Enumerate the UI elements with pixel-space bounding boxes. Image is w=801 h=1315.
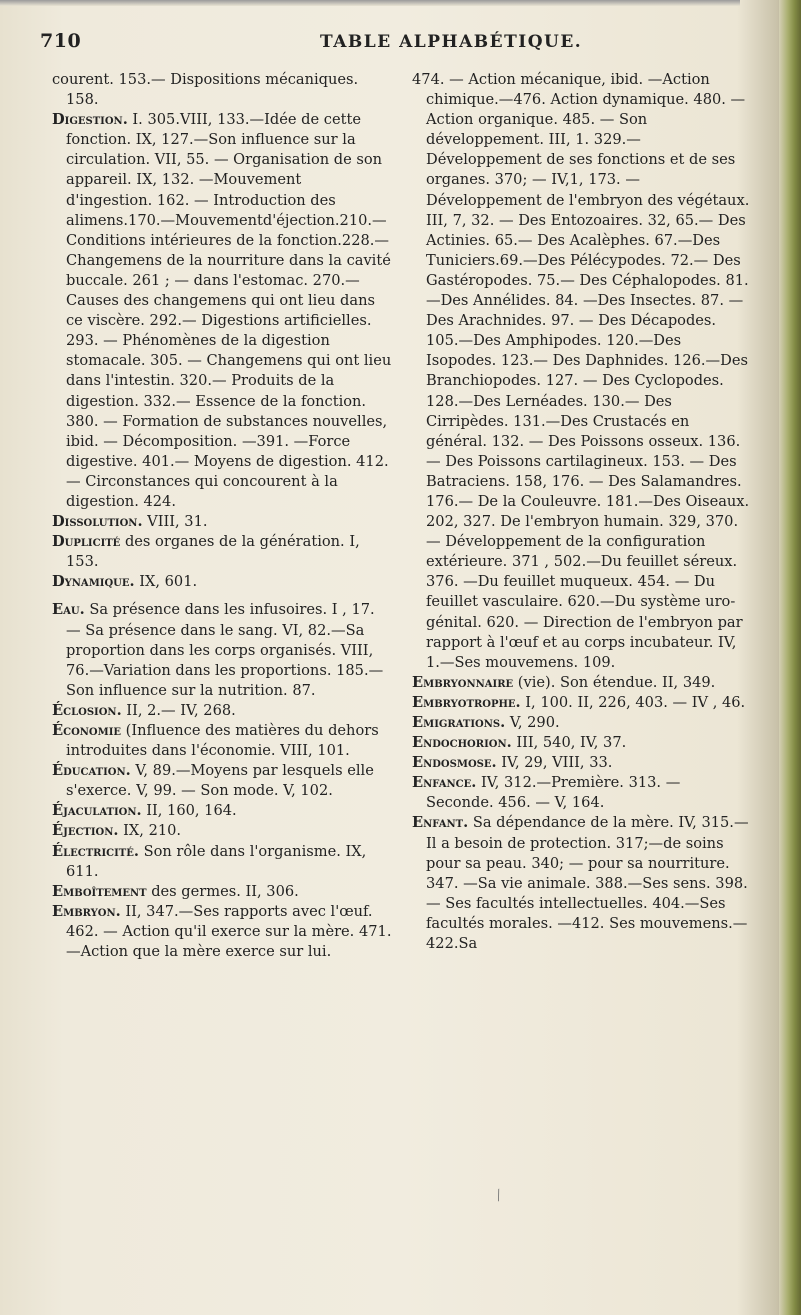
index-term: Économie (52, 722, 122, 739)
index-entry (52, 761, 392, 801)
index-references: des germes. II, 306. (146, 882, 299, 900)
index-term: Éjaculation. (52, 802, 142, 820)
index-entry (412, 673, 750, 693)
index-references: des organes de la génération. I, 153. (66, 533, 360, 571)
index-entry (412, 693, 750, 713)
index-term: Embryonnaire (412, 673, 514, 691)
index-references: V, 290. (505, 714, 560, 731)
index-term: Électricité. (52, 842, 139, 860)
left-column (52, 70, 392, 962)
index-term: Endochorion. (412, 734, 512, 752)
index-term: Éclosion. (52, 701, 122, 719)
index-term: Endosmose. (412, 754, 497, 772)
index-entry (52, 701, 392, 721)
index-references: I. 305.VIII, 133.—Idée de cette fonction. IX, 127.—Son influence sur la circulation. VII, 55. — Organisation de son appareil. IX, 132. —Mouvement d'ingestion. 162. — Introduction des alimens.170.—Mouvementd'éjection.210.—Conditions intérieures de la fonction.228.—Changemens de la nourriture dans la cavité buccale. 261 ; — dans l'estomac. 270.—Causes des changemens qui ont lieu dans ce viscère. 292.— Digestions artificielles. 293. — Phénomènes de la digestion stomacale. 305. — Changemens qui ont lieu dans l'intestin. 320.— Produits de la digestion. 332.— Essence de la fonction. 380. — Formation de substances nouvelles, ibid. — Décomposition. —391. —Force digestive. 401.— Moyens de digestion. 412. — Circonstances qui concourent à la digestion. 424. (66, 111, 392, 510)
index-references: IX, 210. (118, 822, 182, 840)
index-term: Enfance. (412, 774, 477, 792)
page-number: 710 (40, 30, 82, 52)
index-term: Éducation. (52, 762, 131, 780)
index-references: VIII, 31. (142, 513, 208, 531)
index-entry (52, 801, 392, 821)
top-edge-shadow (0, 0, 740, 6)
page-header (40, 30, 740, 60)
index-term: Emboîtement (52, 882, 147, 900)
index-term: Emigrations. (412, 714, 506, 731)
index-references: II, 160, 164. (141, 802, 237, 820)
index-references: 474. — Action mécanique, ibid. —Action chimique.—476. Action dynamique. 480. —Action organique. 485. — Son développement. III, 1. 329.— Développement de ses fonctions et de ses organes. 370; — IV,1, 173. — Développement de l'embryon des végétaux. III, 7, 32. — Des Entozoaires. 32, 65.— Des Actinies. 65.— Des Acalèphes. 67.—Des Tuniciers.69.—Des Pélécypodes. 72.— Des Gastéropodes. 75.— Des Céphalopodes. 81.—Des Annélides. 84. —Des Insectes. 87. — Des Arachnides. 97. — Des Décapodes. 105.—Des Amphipodes. 120.—Des Isopodes. 123.— Des Daphnides. 126.—Des Branchiopodes. 127. — Des Cyclopodes. 128.—Des Lernéades. 130.— Des Cirripèdes. 131.—Des Crustacés en général. 132. — Des Poissons osseux. 136. — Des Poissons cartilagineux. 153. — Des Batraciens. 158, 176. — Des Salamandres. 176.— De la Couleuvre. 181.—Des Oiseaux. 202, 327. De l'embryon humain. 329, 370. — Développement de la configuration extérieure. 371 , 502.—Du feuillet séreux. 376. —Du feuillet muqueux. 454. — Du feuillet vasculaire. 620.—Du système uro-génital. 620. — Direction de l'embryon par rapport à l'œuf et au corps incubateur. IV, 1.—Ses mouvemens. 109. (412, 71, 750, 671)
index-references: II, 2.— IV, 268. (121, 701, 236, 719)
index-term: Éjection. (52, 822, 119, 840)
index-references: Sa présence dans les infusoires. I , 17. — Sa présence dans le sang. VI, 82.—Sa proportion dans les corps organisés. VIII, 76.—Variation dans les proportions. 185.—Son influence sur la nutrition. 87. (66, 601, 384, 699)
index-references: IV, 312.—Première. 313. — Seconde. 456. — V, 164. (426, 774, 681, 812)
index-entry (52, 110, 392, 512)
index-term: Embryotrophe. (412, 693, 521, 711)
index-entry (52, 600, 392, 700)
index-entry (412, 753, 750, 773)
running-title: TABLE ALPHABÉTIQUE. (320, 32, 583, 52)
index-term: Dissolution. (52, 513, 143, 531)
index-entry (52, 902, 392, 962)
index-entry (412, 70, 750, 673)
index-entry (52, 821, 392, 841)
index-term: Embryon. (52, 902, 121, 920)
index-references: Sa dépendance de la mère. IV, 315.— Il a besoin de protection. 317;—de soins pour sa peau. 340; — pour sa nourriture. 347. —Sa vie animale. 388.—Ses sens. 398.— Ses facultés intellectuelles. 404.—Ses facultés morales. —412. Ses mouvemens.—422.Sa (426, 814, 749, 953)
index-references: III, 540, IV, 37. (511, 734, 627, 752)
index-entry (52, 572, 392, 592)
index-entry (52, 842, 392, 882)
index-entry (52, 532, 392, 572)
index-references: II, 347.—Ses rapports avec l'œuf. 462. — Action qu'il exerce sur la mère. 471. —Action que la mère exerce sur lui. (66, 902, 392, 961)
index-entry (52, 70, 392, 110)
index-entry (412, 773, 750, 813)
index-term: Eau. (52, 601, 85, 619)
index-references: IV, 29, VIII, 33. (496, 754, 613, 772)
right-column (412, 70, 750, 954)
index-references: courent. 153.— Dispositions mécaniques. 158. (52, 71, 359, 109)
index-references: Son rôle dans l'organisme. IX, 611. (66, 842, 367, 880)
index-entry (52, 512, 392, 532)
index-term: Digestion. (52, 111, 128, 129)
index-term: Enfant. (412, 814, 469, 832)
index-entry (52, 721, 392, 761)
index-references: I, 100. II, 226, 403. — IV , 46. (520, 693, 746, 711)
index-entry (52, 882, 392, 902)
index-references: V, 89.—Moyens par lesquels elle s'exerce. V, 99. — Son mode. V, 102. (66, 762, 374, 800)
page-edge-discoloration (779, 0, 801, 1315)
index-term: Dynamique. (52, 573, 135, 591)
index-term: Duplicité (52, 533, 121, 551)
index-references: (Influence des matières du dehors introduites dans l'économie. VIII, 101. (66, 722, 379, 760)
index-entry (412, 713, 750, 733)
index-entry (412, 733, 750, 753)
index-references: IX, 601. (134, 573, 198, 591)
pencil-mark: ⁄ (494, 1188, 505, 1204)
index-references: (vie). Son étendue. II, 349. (513, 673, 716, 691)
index-entry (412, 813, 750, 954)
